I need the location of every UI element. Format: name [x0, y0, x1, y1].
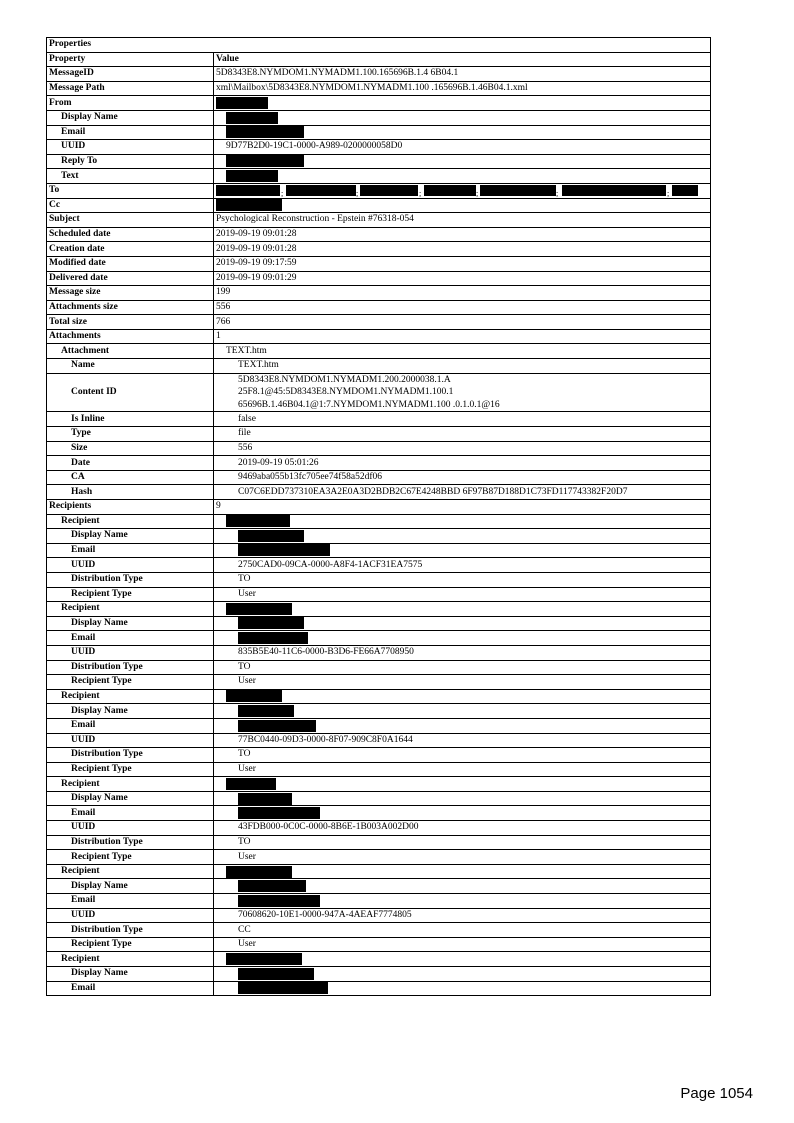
- row-recipient-email: [47, 806, 711, 821]
- row-label: Content ID: [47, 373, 214, 412]
- row-attachments: [47, 329, 711, 344]
- row-label: UUID: [47, 558, 214, 573]
- row-label: Date: [47, 456, 214, 471]
- row-label: Recipients: [47, 500, 214, 515]
- row-value: [214, 689, 711, 704]
- row-label: Scheduled date: [47, 227, 214, 242]
- row-value: Psychological Reconstruction - Epstein #76318-054: [214, 213, 711, 228]
- row-label: Hash: [47, 485, 214, 500]
- row-label: CA: [47, 470, 214, 485]
- separator: ;: [667, 188, 670, 198]
- row-label: Display Name: [47, 704, 214, 719]
- row-value: 2019-09-19 09:01:28: [214, 227, 711, 242]
- row-value: User: [214, 675, 711, 690]
- row-recipient-display-name: [47, 967, 711, 982]
- redaction-box: [238, 807, 320, 819]
- row-label: Name: [47, 359, 214, 374]
- row-value: [214, 373, 711, 412]
- row-label: Recipient Type: [47, 675, 214, 690]
- row-recipient: [47, 514, 711, 529]
- row-label: Message size: [47, 286, 214, 301]
- redaction-box: [238, 705, 294, 717]
- row-value: [214, 602, 711, 617]
- redaction-box: [238, 895, 320, 907]
- row-label: Distribution Type: [47, 923, 214, 938]
- header-value: Value: [214, 52, 711, 67]
- row-label: Recipient: [47, 689, 214, 704]
- row-recipient-display-name: [47, 879, 711, 894]
- redaction-box: [480, 185, 559, 198]
- row-label: UUID: [47, 821, 214, 836]
- row-recipient-type: [47, 587, 711, 602]
- row-recipient-display-name: [47, 704, 711, 719]
- row-recipient: [47, 602, 711, 617]
- redaction-box: [238, 720, 316, 732]
- row-label: Recipient Type: [47, 937, 214, 952]
- header-row: [47, 52, 711, 67]
- row-value: 556: [214, 300, 711, 315]
- row-creation-date: [47, 242, 711, 257]
- row-label: UUID: [47, 645, 214, 660]
- page-number: Page 1054: [680, 1085, 753, 1102]
- row-label: Recipient Type: [47, 587, 214, 602]
- row-value: [214, 514, 711, 529]
- row-label: UUID: [47, 733, 214, 748]
- row-label: Creation date: [47, 242, 214, 257]
- row-label: Display Name: [47, 529, 214, 544]
- content-id-line: 5D8343E8.NYMDOM1.NYMADM1.200.2000038.1.A: [238, 374, 451, 385]
- row-attachments-size: [47, 300, 711, 315]
- row-value: TO: [214, 748, 711, 763]
- row-label: Type: [47, 427, 214, 442]
- row-label: Distribution Type: [47, 835, 214, 850]
- row-hash: [47, 485, 711, 500]
- title-row: [47, 38, 711, 53]
- row-value: [214, 529, 711, 544]
- row-label: Recipient: [47, 952, 214, 967]
- properties-table: [46, 37, 711, 996]
- row-value: [214, 894, 711, 909]
- row-ca: [47, 470, 711, 485]
- redaction-box: [216, 185, 280, 196]
- row-recipient: [47, 689, 711, 704]
- row-value: 2019-09-19 05:01:26: [214, 456, 711, 471]
- row-label: Email: [47, 125, 214, 140]
- row-value: false: [214, 412, 711, 427]
- row-value: 77BC0440-09D3-0000-8F07-909C8F0A1644: [214, 733, 711, 748]
- row-label: Recipient: [47, 514, 214, 529]
- row-value: [214, 981, 711, 996]
- row-recipient-display-name: [47, 529, 711, 544]
- row-value: [214, 777, 711, 792]
- row-value: 70608620-10E1-0000-947A-4AEAF7774805: [214, 908, 711, 923]
- redaction-box: [216, 198, 244, 209]
- row-recipient-email: [47, 718, 711, 733]
- row-distribution-type: [47, 572, 711, 587]
- row-value: CC: [214, 923, 711, 938]
- row-recipient: [47, 777, 711, 792]
- row-value: 2019-09-19 09:01:28: [214, 242, 711, 257]
- row-value: User: [214, 937, 711, 952]
- row-value: [214, 631, 711, 646]
- row-label: Recipient Type: [47, 762, 214, 777]
- row-type: [47, 427, 711, 442]
- separator: ;: [419, 188, 422, 198]
- row-label: Recipient: [47, 602, 214, 617]
- row-value: TO: [214, 835, 711, 850]
- row-label: Email: [47, 718, 214, 733]
- separator: ;: [476, 188, 479, 198]
- row-label: MessageID: [47, 67, 214, 82]
- row-total-size: [47, 315, 711, 330]
- redaction-box: [238, 632, 308, 644]
- row-label: To: [47, 183, 214, 198]
- row-message-size: [47, 286, 711, 301]
- row-label: Email: [47, 894, 214, 909]
- row-label: Attachment: [47, 344, 214, 359]
- row-label: Attachments size: [47, 300, 214, 315]
- redaction-box: [226, 690, 282, 702]
- row-label: Text: [47, 169, 214, 184]
- row-label: UUID: [47, 908, 214, 923]
- row-label: Display Name: [47, 879, 214, 894]
- row-recipient-uuid: [47, 821, 711, 836]
- row-label: Delivered date: [47, 271, 214, 286]
- redaction-box: [216, 97, 268, 109]
- row-value: [214, 616, 711, 631]
- row-value: xml\Mailbox\5D8343E8.NYMDOM1.NYMADM1.100 .165696B.1.46B04.1.xml: [214, 81, 711, 96]
- row-distribution-type: [47, 748, 711, 763]
- separator: ;: [281, 188, 284, 198]
- row-label: Email: [47, 543, 214, 558]
- row-reply-to: [47, 154, 711, 169]
- row-recipient-type: [47, 850, 711, 865]
- row-message-path: [47, 81, 711, 96]
- row-value: User: [214, 762, 711, 777]
- row-distribution-type: [47, 923, 711, 938]
- row-value: [214, 198, 711, 213]
- row-recipient-email: [47, 981, 711, 996]
- row-date: [47, 456, 711, 471]
- row-value: [214, 110, 711, 125]
- row-delivered-date: [47, 271, 711, 286]
- row-value: [214, 543, 711, 558]
- row-value: 1: [214, 329, 711, 344]
- row-value: [214, 806, 711, 821]
- redaction-box: [562, 185, 666, 196]
- row-cc: [47, 198, 711, 213]
- row-value: TEXT.htm: [214, 344, 711, 359]
- row-label: UUID: [47, 140, 214, 155]
- row-label: Size: [47, 441, 214, 456]
- row-label: Is Inline: [47, 412, 214, 427]
- row-recipient-uuid: [47, 908, 711, 923]
- row-label: Email: [47, 631, 214, 646]
- row-recipient-email: [47, 543, 711, 558]
- row-value: [214, 183, 711, 210]
- row-value: 556: [214, 441, 711, 456]
- row-label: Message Path: [47, 81, 214, 96]
- row-recipient-email: [47, 894, 711, 909]
- row-value: 835B5E40-11C6-0000-B3D6-FE66A7708950: [214, 645, 711, 660]
- row-from-display-name: [47, 110, 711, 125]
- row-subject: [47, 213, 711, 228]
- row-label: Display Name: [47, 791, 214, 806]
- content-id-line: 25F8.1@45:5D8343E8.NYMDOM1.NYMADM1.100.1: [238, 387, 454, 398]
- redaction-box: [226, 515, 290, 527]
- row-value: [214, 952, 711, 967]
- table-title: Properties: [47, 38, 711, 53]
- row-recipient-type: [47, 937, 711, 952]
- row-value: 43FDB000-0C0C-0000-8B6E-1B003A002D00: [214, 821, 711, 836]
- row-value: TO: [214, 572, 711, 587]
- row-label: Display Name: [47, 110, 214, 125]
- redaction-box: [238, 982, 328, 994]
- row-attachment: [47, 344, 711, 359]
- redaction-box: [226, 866, 292, 878]
- row-from-uuid: [47, 140, 711, 155]
- row-recipient-uuid: [47, 558, 711, 573]
- row-value: [214, 791, 711, 806]
- row-value: 2019-09-19 09:17:59: [214, 256, 711, 271]
- row-label: Attachments: [47, 329, 214, 344]
- redaction-box: [226, 155, 304, 167]
- redaction-box: [360, 185, 418, 196]
- row-recipient-uuid: [47, 645, 711, 660]
- row-text: [47, 169, 711, 184]
- redaction-box: [238, 530, 304, 542]
- row-value: [214, 154, 711, 169]
- row-label: From: [47, 96, 214, 111]
- redaction-box: [226, 603, 292, 615]
- row-recipient-display-name: [47, 616, 711, 631]
- row-value: [214, 169, 711, 184]
- row-recipients: [47, 500, 711, 515]
- redaction-box: [226, 778, 276, 790]
- row-label: Cc: [47, 198, 214, 213]
- separator: ;: [356, 188, 359, 198]
- row-value: [214, 718, 711, 733]
- row-label: Distribution Type: [47, 660, 214, 675]
- row-value: [214, 967, 711, 982]
- redaction-box: [226, 112, 278, 124]
- row-value: [214, 864, 711, 879]
- row-content-id: [47, 373, 711, 412]
- redaction-box: [226, 126, 304, 138]
- row-recipient-display-name: [47, 791, 711, 806]
- row-value: [214, 125, 711, 140]
- row-from-email: [47, 125, 711, 140]
- row-value: [214, 96, 711, 111]
- row-scheduled-date: [47, 227, 711, 242]
- row-value: 9: [214, 500, 711, 515]
- row-label: Display Name: [47, 967, 214, 982]
- redaction-box: [672, 185, 698, 196]
- row-label: Display Name: [47, 616, 214, 631]
- row-recipient-email: [47, 631, 711, 646]
- row-size: [47, 441, 711, 456]
- row-value: 2750CAD0-09CA-0000-A8F4-1ACF31EA7575: [214, 558, 711, 573]
- row-value: User: [214, 850, 711, 865]
- redaction-box: [226, 170, 278, 182]
- row-label: Recipient: [47, 777, 214, 792]
- row-recipient-type: [47, 762, 711, 777]
- row-value: User: [214, 587, 711, 602]
- row-value: TO: [214, 660, 711, 675]
- row-label: Reply To: [47, 154, 214, 169]
- row-modified-date: [47, 256, 711, 271]
- header-property: Property: [47, 52, 214, 67]
- row-label: Recipient Type: [47, 850, 214, 865]
- row-label: Recipient: [47, 864, 214, 879]
- row-distribution-type: [47, 660, 711, 675]
- row-is-inline: [47, 412, 711, 427]
- row-label: Modified date: [47, 256, 214, 271]
- row-recipient-type: [47, 675, 711, 690]
- redaction-box: [238, 617, 304, 629]
- row-value: file: [214, 427, 711, 442]
- content-id-line: 65696B.1.46B04.1@1:7.NYMDOM1.NYMADM1.100 .0.1.0.1@16: [238, 399, 500, 410]
- row-value: 5D8343E8.NYMDOM1.NYMADM1.100.165696B.1.4 6B04.1: [214, 67, 711, 82]
- row-from: [47, 96, 711, 111]
- row-label: Distribution Type: [47, 748, 214, 763]
- row-recipient-uuid: [47, 733, 711, 748]
- separator: ;: [245, 200, 248, 210]
- row-label: Total size: [47, 315, 214, 330]
- redaction-box: [286, 185, 359, 198]
- row-label: Subject: [47, 213, 214, 228]
- row-value: 199: [214, 286, 711, 301]
- row-message-id: [47, 67, 711, 82]
- redaction-box: [238, 544, 330, 556]
- row-value: [214, 879, 711, 894]
- row-recipient: [47, 864, 711, 879]
- row-to: [47, 183, 711, 198]
- row-label: Email: [47, 981, 214, 996]
- redaction-box: [238, 793, 292, 805]
- row-recipient: [47, 952, 711, 967]
- row-attachment-name: [47, 359, 711, 374]
- row-value: 766: [214, 315, 711, 330]
- separator: ;: [556, 188, 559, 198]
- row-label: Distribution Type: [47, 572, 214, 587]
- redaction-box: [238, 880, 306, 892]
- row-value: C07C6EDD737310EA3A2E0A3D2BDB2C67E4248BBD 6F97B87D188D1C73FD117743382F20D7: [214, 485, 711, 500]
- row-value: [214, 704, 711, 719]
- redaction-box: [238, 968, 314, 980]
- row-distribution-type: [47, 835, 711, 850]
- row-label: Email: [47, 806, 214, 821]
- row-value: TEXT.htm: [214, 359, 711, 374]
- redaction-box: [424, 185, 479, 198]
- row-value: 2019-09-19 09:01:29: [214, 271, 711, 286]
- row-value: 9D77B2D0-19C1-0000-A989-0200000058D0: [214, 140, 711, 155]
- redaction-box: [226, 953, 302, 965]
- row-value: 9469aba055b13fc705ee74f58a52df06: [214, 470, 711, 485]
